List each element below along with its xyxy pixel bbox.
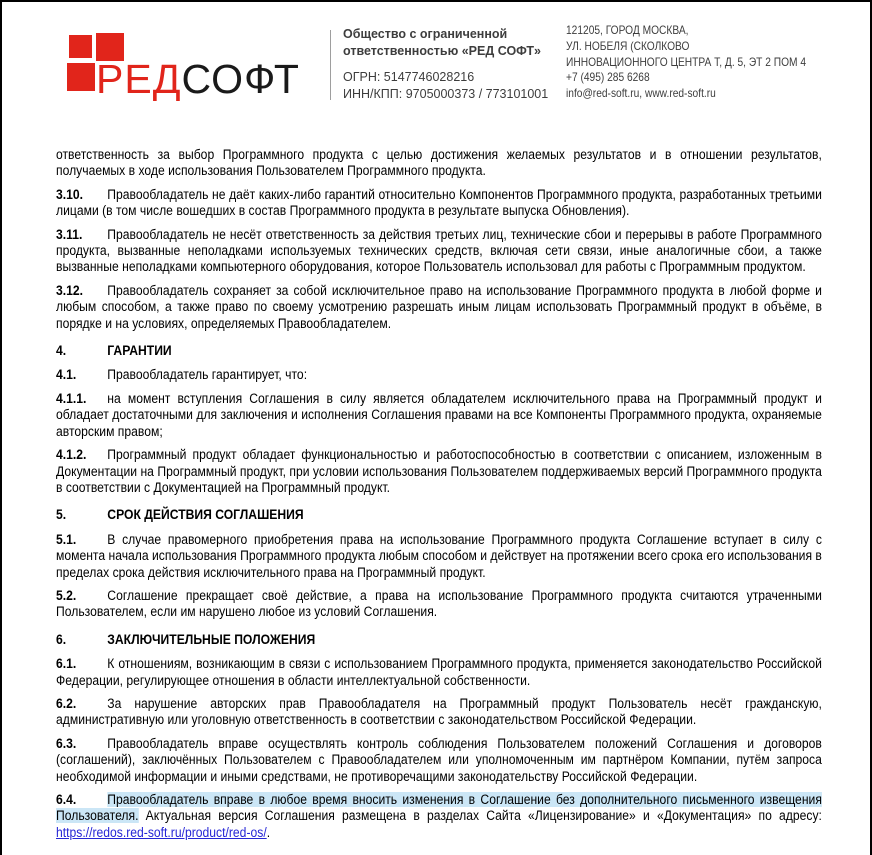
section-title: СРОК ДЕЙСТВИЯ СОГЛАШЕНИЯ (107, 507, 304, 523)
clause-6-1 (56, 656, 822, 689)
section-title: ЗАКЛЮЧИТЕЛЬНЫЕ ПОЛОЖЕНИЯ (107, 631, 316, 647)
clause-text: Правообладатель не несёт ответственность за действия третьих лиц, технические сбои и перерывы в работе Программного продукта, вызванные неполадками используемых технических средств, включая сети связи, иные аналогичные сбои, а также вызванные неполадками компьютерного оборудования, которое Пользователь использовал для работы с Программным продуктом. (56, 226, 822, 275)
clause-number: 4.1. (56, 367, 77, 383)
clause-number: 4.1.1. (56, 390, 87, 406)
section-title: ГАРАНТИИ (107, 343, 172, 359)
company-name-line1: Общество с ограниченной (343, 27, 508, 41)
contact-info-block (566, 23, 865, 102)
paragraph-continuation (56, 147, 822, 180)
company-name-line2: ответственностью «РЕД СОФТ» (343, 44, 541, 58)
company-inn-kpp: ИНН/КПП: 9705000373 / 773101001 (343, 87, 549, 101)
company-email-web: info@red-soft.ru, www.red-soft.ru (566, 86, 716, 101)
clause-number: 6.3. (56, 735, 77, 751)
section-heading-6 (56, 632, 822, 648)
clause-4-1-2 (56, 447, 822, 496)
sentence-period: . (266, 824, 271, 840)
clause-number: 6.2. (56, 695, 77, 711)
company-address-line3: ИННОВАЦИОННОГО ЦЕНТРА Т, Д. 5, ЭТ 2 ПОМ 4 (566, 54, 807, 69)
clause-number: 3.10. (56, 186, 84, 202)
logo-word-red: РЕД (96, 56, 182, 102)
clause-text: За нарушение авторских прав Правообладателя на Программный продукт Пользователь несёт гражданскую, административную или уголовную ответственность в соответствии с законодательством Российской Федерации. (56, 695, 822, 728)
clause-number: 5.2. (56, 587, 77, 603)
section-number: 5. (56, 507, 67, 523)
license-url-link[interactable]: https://redos.red-soft.ru/product/red-os/ (56, 824, 267, 840)
section-heading-5 (56, 507, 822, 523)
company-name (343, 26, 563, 60)
clause-text: ответственность за выбор Программного продукта с целью достижения желаемых результатов и в отношении результатов, получаемых в ходе использования Пользователем Программного продукта. (56, 147, 822, 179)
logo-square-icon (67, 63, 95, 91)
header-divider (330, 30, 331, 100)
clause-text: К отношениям, возникающим в связи с использованием Программного продукта, применяется законодательство Российской Федерации, регулирующее отношения в области интеллектуальной собственности. (56, 656, 822, 688)
company-ogrn: ОГРН: 5147746028216 (343, 70, 475, 84)
clause-5-2 (56, 588, 822, 621)
company-address-line2: УЛ. НОБЕЛЯ (СКОЛКОВО (566, 38, 690, 53)
logo-square-icon (69, 35, 92, 58)
clause-6-4 (56, 792, 822, 841)
clause-text: Правообладатель вправе осуществлять контроль соблюдения Пользователем положений Соглашения и договоров (соглашений), заключённых Пользователем с Правообладателем или уполномоченным им партнёром Компании, путём запроса необходимой информации и иными средствами, не противоречащими законодательству Российской Федерации. (56, 735, 822, 784)
clause-number: 3.12. (56, 282, 84, 298)
company-info-block (343, 26, 563, 103)
company-registration (343, 69, 563, 103)
logo-wordmark (96, 57, 300, 102)
clause-number: 3.11. (56, 226, 83, 242)
section-number: 4. (56, 343, 67, 359)
clause-3-10 (56, 187, 822, 220)
section-heading-4 (56, 343, 822, 359)
company-phone: +7 (495) 285 6268 (566, 70, 650, 85)
clause-text: Правообладатель гарантирует, что: (107, 367, 308, 383)
clause-text: Соглашение прекращает своё действие, а права на использование Программного продукта считаются утраченными Пользователем, если им нарушено любое из условий Соглашения. (56, 587, 822, 620)
highlighted-sentence: Правообладатель вправе в любое время вносить изменения в Соглашение без дополнительного письменного извещения Пользователя. (56, 792, 822, 824)
clause-5-1 (56, 532, 822, 581)
document-body (56, 147, 826, 848)
clause-3-11 (56, 227, 822, 276)
clause-number: 6.1. (56, 656, 77, 672)
clause-text: Правообладатель не даёт каких-либо гарантий относительно Компонентов Программного продукта, разработанных третьими лицами (в том числе вошедших в состав Программного продукта в результате выпуска Обновления). (56, 186, 822, 219)
logo-word-soft: СОФТ (181, 56, 300, 102)
section-number: 6. (56, 631, 67, 647)
clause-number: 5.1. (56, 531, 77, 547)
clause-text: Программный продукт обладает функциональностью и работоспособностью в соответствии с описанием, изложенным в Документации на Программный продукт, при условии использования Пользователем поддерживаемых версий Программного продукта в соответствии с Документацией на Программный продукт. (56, 447, 822, 495)
redsoft-logo (67, 29, 300, 104)
clause-4-1-1 (56, 391, 822, 440)
clause-text: В случае правомерного приобретения права на использование Программного продукта Соглашение вступает в силу с момента начала использования Программного продукта любым способом и действует на протяжении всего срока его использования в пределах срока действия исключительного права на Программный продукт. (56, 531, 822, 580)
clause-number: 6.4. (56, 792, 77, 807)
clause-6-2 (56, 696, 822, 729)
company-address-line1: 121205, ГОРОД МОСКВА, (566, 23, 689, 37)
clause-text: Актуальная версия Соглашения размещена в разделах Сайта «Лицензирование» и «Документация» по адресу: (138, 808, 822, 824)
clause-4-1 (56, 367, 822, 383)
clause-6-3 (56, 736, 822, 785)
clause-3-12 (56, 283, 822, 332)
clause-text: Правообладатель сохраняет за собой исключительное право на использование Программного продукта в любой форме и любым способом, а также право по своему усмотрению разрешать иным лицам использовать Программный продукт в объёме, в порядке и на условиях, определяемых Правообладателем. (56, 282, 822, 331)
letterhead (2, 2, 870, 147)
clause-number: 4.1.2. (56, 447, 87, 463)
clause-text: на момент вступления Соглашения в силу является обладателем исключительного права на Программный продукт и обладает достаточными для заключения и исполнения Соглашения правами на все Компоненты Программного продукта, охраняемые авторским правом; (56, 390, 822, 439)
